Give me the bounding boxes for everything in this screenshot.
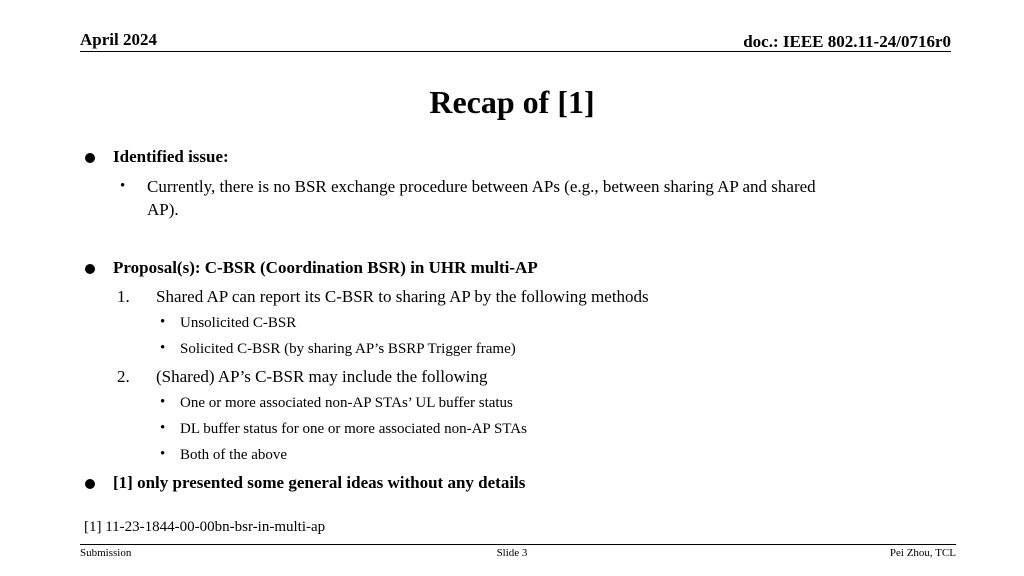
bullet-mark-icon: • [160,314,166,330]
footer-submission: Submission [80,547,132,559]
proposal-subitem: Solicited C-BSR (by sharing AP’s BSRP Trigger frame) [180,341,516,357]
issue-detail-line-2: AP). [147,200,179,219]
bullet-mark-icon: • [160,446,166,462]
bullet-mark-icon: • [160,340,166,356]
bullet-mark-icon: • [160,420,166,436]
proposal-item-text: Shared AP can report its C-BSR to sharing AP by the following methods [156,287,649,306]
header-date: April 2024 [80,30,157,49]
bullet-dot-icon [85,264,95,274]
header-divider [80,51,951,52]
conclusion-text: [1] only presented some general ideas without any details [113,473,526,492]
bullet-mark-icon: • [160,394,166,410]
proposal-heading: Proposal(s): C-BSR (Coordination BSR) in UHR multi-AP [113,258,538,277]
bullet-mark-icon: • [120,178,126,194]
slide-title: Recap of [1] [429,84,595,120]
reference-note: [1] 11-23-1844-00-00bn-bsr-in-multi-ap [84,519,326,535]
proposal-item-number: 2. [117,367,130,386]
proposal-subitem: Unsolicited C-BSR [180,315,297,331]
proposal-item-number: 1. [117,287,130,306]
footer-author: Pei Zhou, TCL [889,547,956,559]
bullet-dot-icon [85,153,95,163]
proposal-subitem: One or more associated non-AP STAs’ UL buffer status [180,395,513,411]
footer-divider [80,544,956,545]
proposal-subitem: Both of the above [180,447,288,463]
issue-detail-line-1: Currently, there is no BSR exchange procedure between APs (e.g., between sharing AP and shared [147,177,816,196]
issue-heading: Identified issue: [113,147,229,166]
header-doc-id: doc.: IEEE 802.11-24/0716r0 [743,32,951,51]
proposal-subitem: DL buffer status for one or more associated non-AP STAs [180,421,527,437]
proposal-item-text: (Shared) AP’s C-BSR may include the following [156,367,488,386]
bullet-dot-icon [85,479,95,489]
footer-slide-number: Slide 3 [496,547,528,559]
